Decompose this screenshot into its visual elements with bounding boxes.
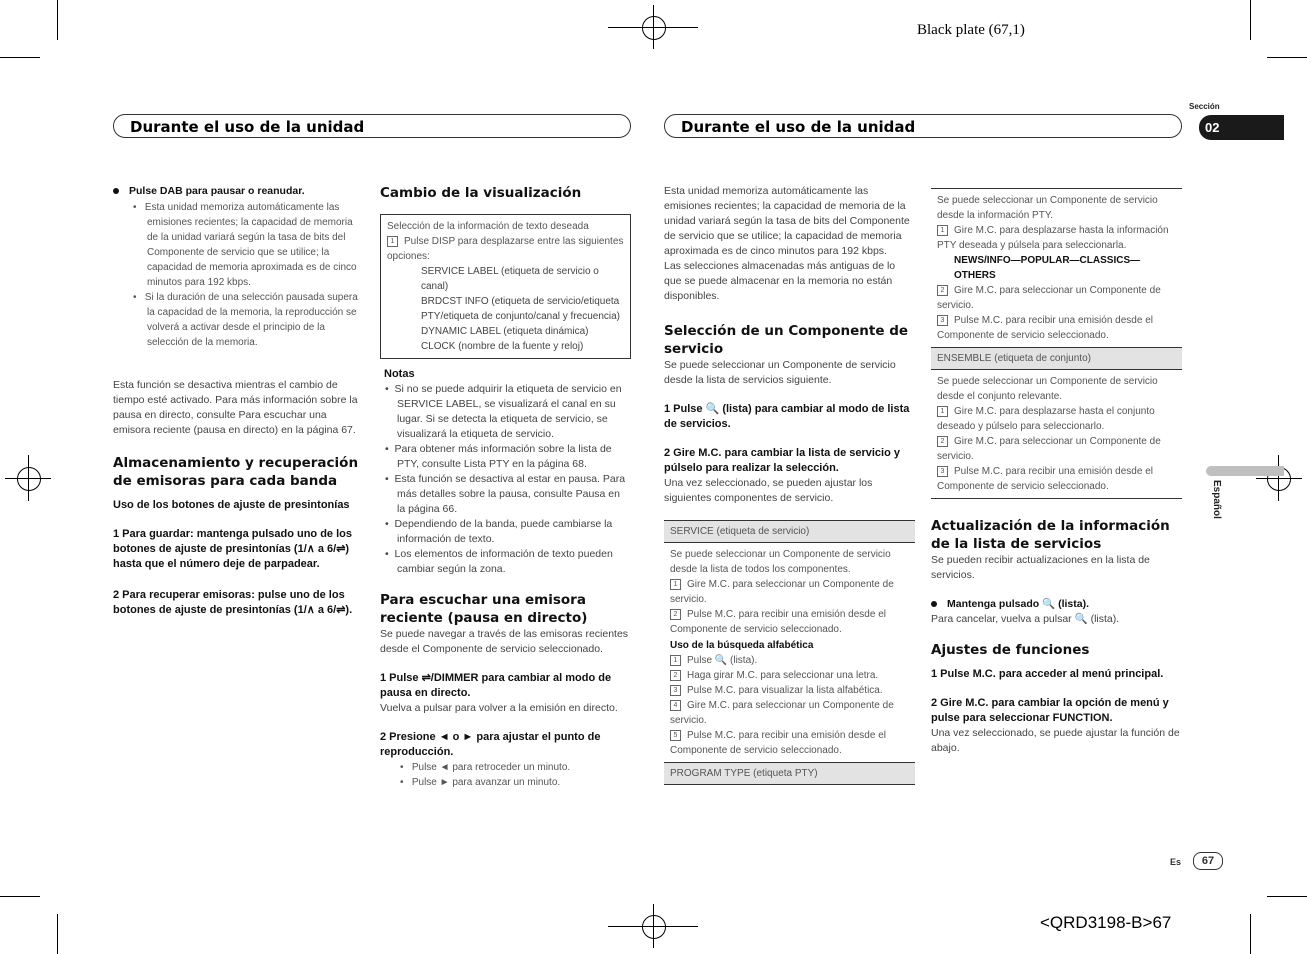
paragraph: Una vez seleccionado, se pueden ajustar los siguientes componentes de servicio.: [664, 477, 873, 504]
service-section: Se puede seleccionar un Componente de servicio desde la lista de todos los componentes. 1 Gire M.C. para seleccionar un Componente de servicio. 2 Pulse M.C. para recibir una emisión desde el Componente de servicio seleccionado. Uso de la búsqueda alfabética 1 Pulse 🔍 (lista). 2 Haga girar M.C. para seleccionar una letra. 3 Pulse M.C. para visualizar la lista alfabética. 4 Gire M.C. para seleccionar un Componente de servicio. 5 Pulse M.C. para recibir una emisión desde el Componente de servicio seleccionado.: [670, 549, 894, 756]
ensemble-section: Se puede seleccionar un Componente de servicio desde el conjunto relevante. 1 Gire M.C. para desplazarse hasta el conjunto deseado y púlselo para seleccionarlo. 2 Gire M.C. para seleccionar un Componente de servicio. 3 Pulse M.C. para recibir una emisión desde el Componente de servicio seleccionado.: [931, 370, 1182, 499]
step: 2 Gire M.C. para cambiar la lista de servicio y púlselo para realizar la selección.: [664, 447, 901, 474]
heading-functions: Ajustes de funciones: [931, 642, 1090, 658]
crop-mark: [57, 0, 58, 40]
ensemble-bar: ENSEMBLE (etiqueta de conjunto): [931, 347, 1182, 370]
page-number: 67: [1193, 852, 1223, 870]
bullet-pause: Pulse DAB para pausar o reanudar.: [113, 184, 363, 199]
option: DYNAMIC LABEL (etiqueta dinámica): [421, 326, 589, 337]
step: 2 Para recuperar emisoras: pulse uno de los botones de ajuste de presintonías (1/∧ a 6/⇌).: [113, 589, 353, 616]
column-1: [113, 184, 363, 618]
crop-mark: [1267, 896, 1307, 897]
sub-bullet: • Esta unidad memoriza automáticamente las emisiones recientes; la capacidad de memoria de la unidad variará según la tasa de bits del Componente de servicio que se utilice; la capacidad de memoria aproximada es de cinco minutos para 192 kbps.: [133, 202, 357, 288]
column-4: [931, 188, 1182, 756]
document-code: <QRD3198-B>67: [1040, 913, 1172, 932]
note: • Los elementos de información de texto pueden cambiar según la zona.: [385, 548, 613, 575]
heading-live: Para escuchar una emisora reciente (pausa en directo): [380, 592, 588, 626]
paragraph: Una vez seleccionado, se puede ajustar la función de abajo.: [931, 727, 1180, 754]
heading-store: Almacenamiento y recuperación de emisoras para cada banda: [113, 455, 359, 489]
right-header: Durante el uso de la unidad: [664, 114, 1182, 138]
sub-bullet: • Pulse ◄ para retroceder un minuto.: [400, 762, 571, 773]
heading-select: Selección de un Componente de servicio: [664, 323, 909, 357]
step: 1 Pulse ⇌/DIMMER para cambiar al modo de pausa en directo.: [380, 672, 612, 699]
crop-mark: [0, 896, 40, 897]
paragraph: Esta función se desactiva mientras el cambio de tiempo esté activado. Para más información sobre la pausa en directo, consulte Para escuchar una emisora reciente (pausa en directo) en la página 67.: [113, 379, 358, 436]
pty-section: Se puede seleccionar un Componente de servicio desde la información PTY. 1 Gire M.C. para desplazarse hasta la información PTY deseada y púlsela para seleccionarla. NEWS/INFO—POPULAR—CLASSICS—OTHERS 2 Gire M.C. para seleccionar un Componente de servicio. 3 Pulse M.C. para recibir una emisión desde el Componente de servicio seleccionado.: [931, 188, 1182, 347]
column-2: [380, 184, 631, 790]
crop-mark: [1250, 914, 1251, 954]
registration-mark: [1256, 478, 1302, 479]
paragraph: Vuelva a pulsar para volver a la emisión en directo.: [380, 702, 618, 714]
paragraph: Esta unidad memoriza automáticamente las emisiones recientes; la capacidad de memoria de la unidad variará según la tasa de bits del Componente de servicio que se utilice; la capacidad de memoria aproximada es de cinco minutos para 192 kbps. Las selecciones almacenadas más antiguas de lo que se puede almacenar en la memoria no están disponibles.: [664, 185, 910, 302]
sub-bullet: • Pulse ► para avanzar un minuto.: [400, 777, 561, 788]
crop-mark: [57, 914, 58, 954]
sub-bullet: • Si la duración de una selección pausada supera la capacidad de la memoria, la reproducción se volverá a activar desde el principio de la selección de la memoria.: [133, 292, 358, 348]
heading-display: Cambio de la visualización: [380, 185, 582, 201]
note: • Para obtener más información sobre la lista de PTY, consulte Lista PTY en la página 68.: [385, 443, 612, 470]
registration-mark: [5, 478, 51, 479]
paragraph: Para cancelar, vuelva a pulsar 🔍 (lista).: [931, 613, 1120, 625]
paragraph: Se puede seleccionar un Componente de servicio desde la lista de servicios siguiente.: [664, 359, 896, 386]
crop-mark: [1250, 0, 1251, 40]
left-header: Durante el uso de la unidad: [113, 114, 631, 138]
registration-mark: [642, 16, 666, 40]
note: • Dependiendo de la banda, puede cambiarse la información de texto.: [385, 518, 613, 545]
service-bar: SERVICE (etiqueta de servicio): [664, 520, 915, 543]
option: BRDCST INFO (etiqueta de servicio/etiqueta PTY/etiqueta de conjunto/canal y frecuencia): [421, 296, 621, 322]
section-tab: 02: [1199, 115, 1284, 140]
paragraph: Se pueden recibir actualizaciones en la lista de servicios.: [931, 554, 1150, 581]
bullet-update: Mantenga pulsado 🔍 (lista).: [931, 597, 1182, 612]
step: 1 Para guardar: mantenga pulsado uno de los botones de ajuste de presintonías (1/∧ a 6/⇌) hasta que el número deje de parpadear.: [113, 528, 352, 570]
column-3: [664, 184, 915, 785]
option: CLOCK (nombre de la fuente y reloj): [421, 341, 584, 352]
section-label: Sección: [1189, 102, 1220, 111]
option: SERVICE LABEL (etiqueta de servicio o canal): [421, 266, 599, 292]
registration-mark: [608, 926, 698, 927]
registration-mark: [642, 915, 666, 939]
notes-title: Notas: [384, 368, 415, 380]
note: • Si no se puede adquirir la etiqueta de servicio en SERVICE LABEL, se visualizará el canal en su lugar. Si se detecta la etiqueta de servicio, se visualizará la etiqueta de servicio.: [385, 383, 622, 440]
step: 1 Pulse 🔍 (lista) para cambiar al modo de lista de servicios.: [664, 403, 910, 430]
step: 2 Gire M.C. para cambiar la opción de menú y pulse para seleccionar FUNCTION.: [931, 697, 1169, 724]
paragraph: Se puede navegar a través de las emisoras recientes desde el Componente de servicio seleccionado.: [380, 628, 629, 655]
subheading: Uso de los botones de ajuste de presintonías: [113, 499, 350, 511]
display-box: Selección de la información de texto deseada 1 Pulse DISP para desplazarse entre las siguientes opciones: SERVICE LABEL (etiqueta de servicio o canal) BRDCST INFO (etiqueta de servicio/etiqueta PTY/etiqueta de conjunto/canal y frecuencia) DYNAMIC LABEL (etiqueta dinámica) CLOCK (nombre de la fuente y reloj): [380, 214, 631, 359]
note: • Esta función se desactiva al estar en pausa. Para más detalles sobre la pausa, consulte Pausa en la página 66.: [385, 473, 626, 515]
crop-mark: [1267, 57, 1307, 58]
registration-mark: [17, 467, 41, 491]
language-tab: [1206, 466, 1284, 476]
footer-lang: Es: [1170, 857, 1182, 867]
heading-update: Actualización de la información de la lista de servicios: [931, 518, 1170, 552]
pty-bar: PROGRAM TYPE (etiqueta PTY): [664, 762, 915, 785]
plate-label: Black plate (67,1): [917, 22, 1025, 38]
registration-mark: [608, 27, 698, 28]
crop-mark: [0, 57, 40, 58]
step: 1 Pulse M.C. para acceder al menú principal.: [931, 668, 1164, 680]
step: 2 Presione ◄ o ► para ajustar el punto de reproducción.: [380, 731, 601, 758]
language-label: Español: [1211, 480, 1222, 519]
